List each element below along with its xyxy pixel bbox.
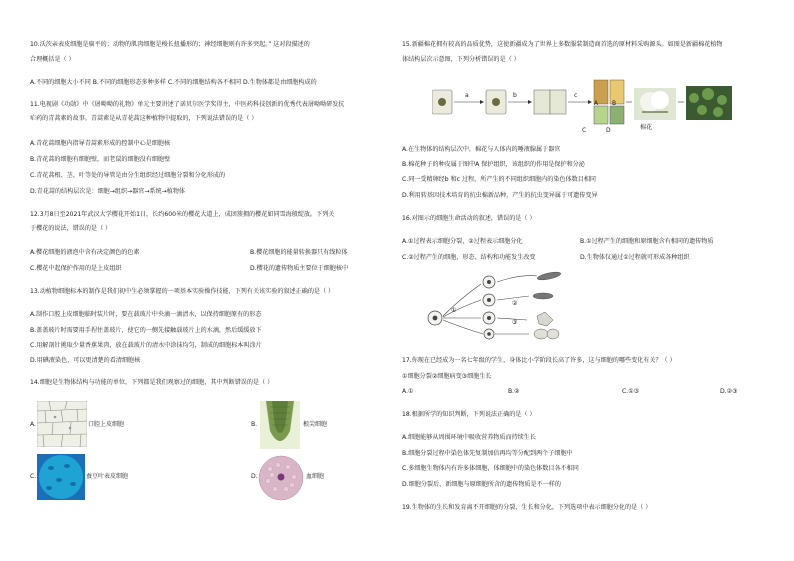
q15-fig-label-A: A [594, 100, 599, 107]
leaf-epidermis-image [37, 454, 85, 500]
q17-statements: ①细胞分裂②细胞病变③细胞生长 [402, 373, 492, 380]
q15-option-b[interactable]: B.棉花种子的种皮属于图中A 保护组织，该组织的作用是保护和分泌 [402, 161, 585, 168]
blood-cells-image [258, 455, 304, 501]
q16-stem: 16.对图示的细胞生命活动的叙述，错误的是（ ） [402, 215, 536, 222]
q13-option-a[interactable]: A.制作口腔上皮细胞临时装片时，要在载玻片中央滴一滴清水，以保持细胞原有的形态 [30, 311, 262, 318]
q13-stem: 13.动植物细胞标本的制作是我们初中生必须掌握的一项基本实验操作技能，下列有关该实验的叙述正确的是（ ） [30, 288, 335, 295]
q11-stem-line1: 11.电视剧《功勋》中《屠呦呦的礼物》单元主要讲述了诺贝尔医学奖得主，中医药科技创新的优秀代表屠呦呦研发抗 [30, 101, 345, 108]
q11-option-c[interactable]: C.青花蒿根、茎、叶等处的导管是由分生组织经过细胞分裂和分化形成的 [30, 172, 226, 179]
q15-stem-line2: 体结构层次示意图，下列分析错误的是（ ） [402, 56, 520, 63]
q15-option-a[interactable]: A.在生物体的结构层次中，棉花与人体内的唾液腺属于器官 [402, 146, 561, 153]
q15-fig-label-D: D [606, 127, 611, 134]
q12-option-d[interactable]: D.樱花的遗传物质主要位于细胞核中 [250, 265, 349, 272]
q18-option-b[interactable]: B.细胞分裂过程中染色体先复制加倍再均等分配到两个子细胞中 [402, 450, 573, 457]
q15-fig-label-a: a [465, 92, 469, 99]
epidermal-cells-image [37, 401, 87, 447]
q19-stem: 19.生物体的生长和发育离不开细胞的分裂、生长和分化，下列选项中表示细胞分化的是（ ） [402, 504, 652, 511]
q15-fig-label-b: b [513, 92, 517, 99]
q16-option-d[interactable]: D.生物体仅通过①过程就可形成各种组织 [580, 254, 690, 261]
q14-option-b-caption: 根尖细胞 [303, 421, 328, 428]
q14-option-a-caption: 口腔上皮细胞 [88, 421, 125, 428]
q16-fig-label-3: ③ [512, 319, 518, 326]
q12-stem-line2: 于樱花的说法，错误的是（ ） [30, 225, 112, 232]
q17-option-c[interactable]: C.①③ [622, 388, 640, 395]
q10-options[interactable]: A.不同的细胞大小不同 B.不同的细胞形态多种多样 C.不同的细胞结构各不相同 D.生物体都是由细胞构成的 [30, 79, 317, 86]
q14-option-b-label[interactable]: B. [251, 421, 258, 428]
q15-fig-label-cotton: 棉花 [640, 124, 653, 131]
q15-option-d[interactable]: D.利用转基因技术培育的抗虫棉新品种，产生的抗虫变异属于可遗传变异 [402, 192, 598, 199]
q16-fig-label-2: ② [512, 300, 518, 307]
q14-stem: 14.细胞是生物体结构与功能的单位，下列都是我们观察过的细胞，其中判断错误的是（ ） [30, 379, 274, 386]
q18-option-c[interactable]: C.多细胞生物体内有许多体细胞，体细胞中的染色体数目各不相同 [402, 465, 579, 472]
q11-option-d[interactable]: D.青花蒿的结构层次是：细胞→组织→器官→系统→植物体 [30, 188, 186, 195]
q17-option-a[interactable]: A.① [402, 388, 414, 395]
q10-stem-line1: 10.沃茨亲表皮细胞是扁平的；动物的肌肉细胞是梭长扭播形的；神经细胞则有许多突起。” 这对段描述的 [30, 41, 310, 48]
q15-option-c[interactable]: C.同一受精卵经b 和c 过程，所产生的不同组织细胞内的染色体数目相同 [402, 176, 597, 183]
q18-stem: 18.根据所学的知识判断，下列说法正确的是（ ） [402, 411, 536, 418]
q10-stem-line2: 合理概括是（ ） [30, 56, 75, 63]
cell-differentiation-diagram [425, 268, 575, 340]
root-tip-image [260, 401, 300, 449]
q14-option-a-label[interactable]: A. [30, 421, 36, 428]
q17-option-b[interactable]: B.② [508, 388, 520, 395]
q12-option-c[interactable]: C.樱花中起保护作用的是上皮组织 [30, 265, 122, 272]
q13-option-c[interactable]: C.用解剖针挑取少量香蕉果肉，放在载玻片的清水中涂抹均匀，制成的细胞标本叫涂片 [30, 342, 262, 349]
q18-option-a[interactable]: A.细胞能够从周围环境中吸收营养物质而持续生长 [402, 434, 536, 441]
q14-option-c-label[interactable]: C. [30, 473, 37, 480]
q11-stem-line2: 疟药的青蒿素的故事。青蒿素是从青花蒿这种植物中提取的，下列说法错误的是（ ） [30, 115, 258, 122]
q16-fig-label-1: ① [451, 307, 457, 314]
q15-stem-line1: 15.新疆棉花拥有较高的品质优势，这使新疆成为了世界上多数服装制造商首选的原材料采购源头。如图是新疆棉花植物 [402, 41, 723, 48]
q15-fig-label-C: C [582, 127, 587, 134]
q15-fig-label-B: B [612, 100, 617, 107]
q14-option-d-label[interactable]: D. [251, 473, 258, 480]
q12-stem-line1: 12.3月8日至2021年武汉大学樱花开始1日，长约600米的樱花大道上，成团簇拥的樱花如同雪海般绽放。下列关 [30, 211, 335, 218]
q11-option-b[interactable]: B.青花蒿的细胞有细胞壁，而老鼠的细胞没有细胞壁 [30, 156, 171, 163]
q18-option-d[interactable]: D.细胞分裂后，新细胞与原细胞所含的遗传物质是不一样的 [402, 481, 561, 488]
q16-option-a[interactable]: A.①过程表示细胞分裂，②过程表示细胞分化 [402, 238, 523, 245]
q13-option-d[interactable]: D.用碘液染色，可以更清楚的看清细胞核 [30, 357, 141, 364]
q13-option-b[interactable]: B.盖盖玻片时需要用手捏住盖玻片，使它的一侧先接触载玻片上的水滴，然后缓缓放下 [30, 327, 262, 334]
q15-fig-label-c: c [574, 92, 578, 99]
q17-option-d[interactable]: D.②③ [720, 388, 738, 395]
q14-option-d-caption: 血细胞 [306, 473, 325, 480]
q16-option-c[interactable]: C.②过程产生的细胞，形态、结构和功能发生改变 [402, 254, 536, 261]
q16-option-b[interactable]: B.①过程产生的细胞和原细胞含有相同的遗传物质 [580, 238, 714, 245]
q17-stem: 17.你现在已经成为一名七年级的学生，身体比小学阶段长高了许多，这与细胞的哪些变化有关？（ ） [402, 357, 676, 364]
q11-option-a[interactable]: A.青花蒿细胞内指导青蒿素形成的控制中心是细胞核 [30, 140, 171, 147]
q12-option-b[interactable]: B.樱花细胞的能量转换器只有线粒体 [250, 249, 348, 256]
q14-option-c-caption: 蚕豆叶表皮细胞 [86, 473, 129, 480]
q12-option-a[interactable]: A.樱花细胞的液泡中含有决定颜色的色素 [30, 249, 140, 256]
